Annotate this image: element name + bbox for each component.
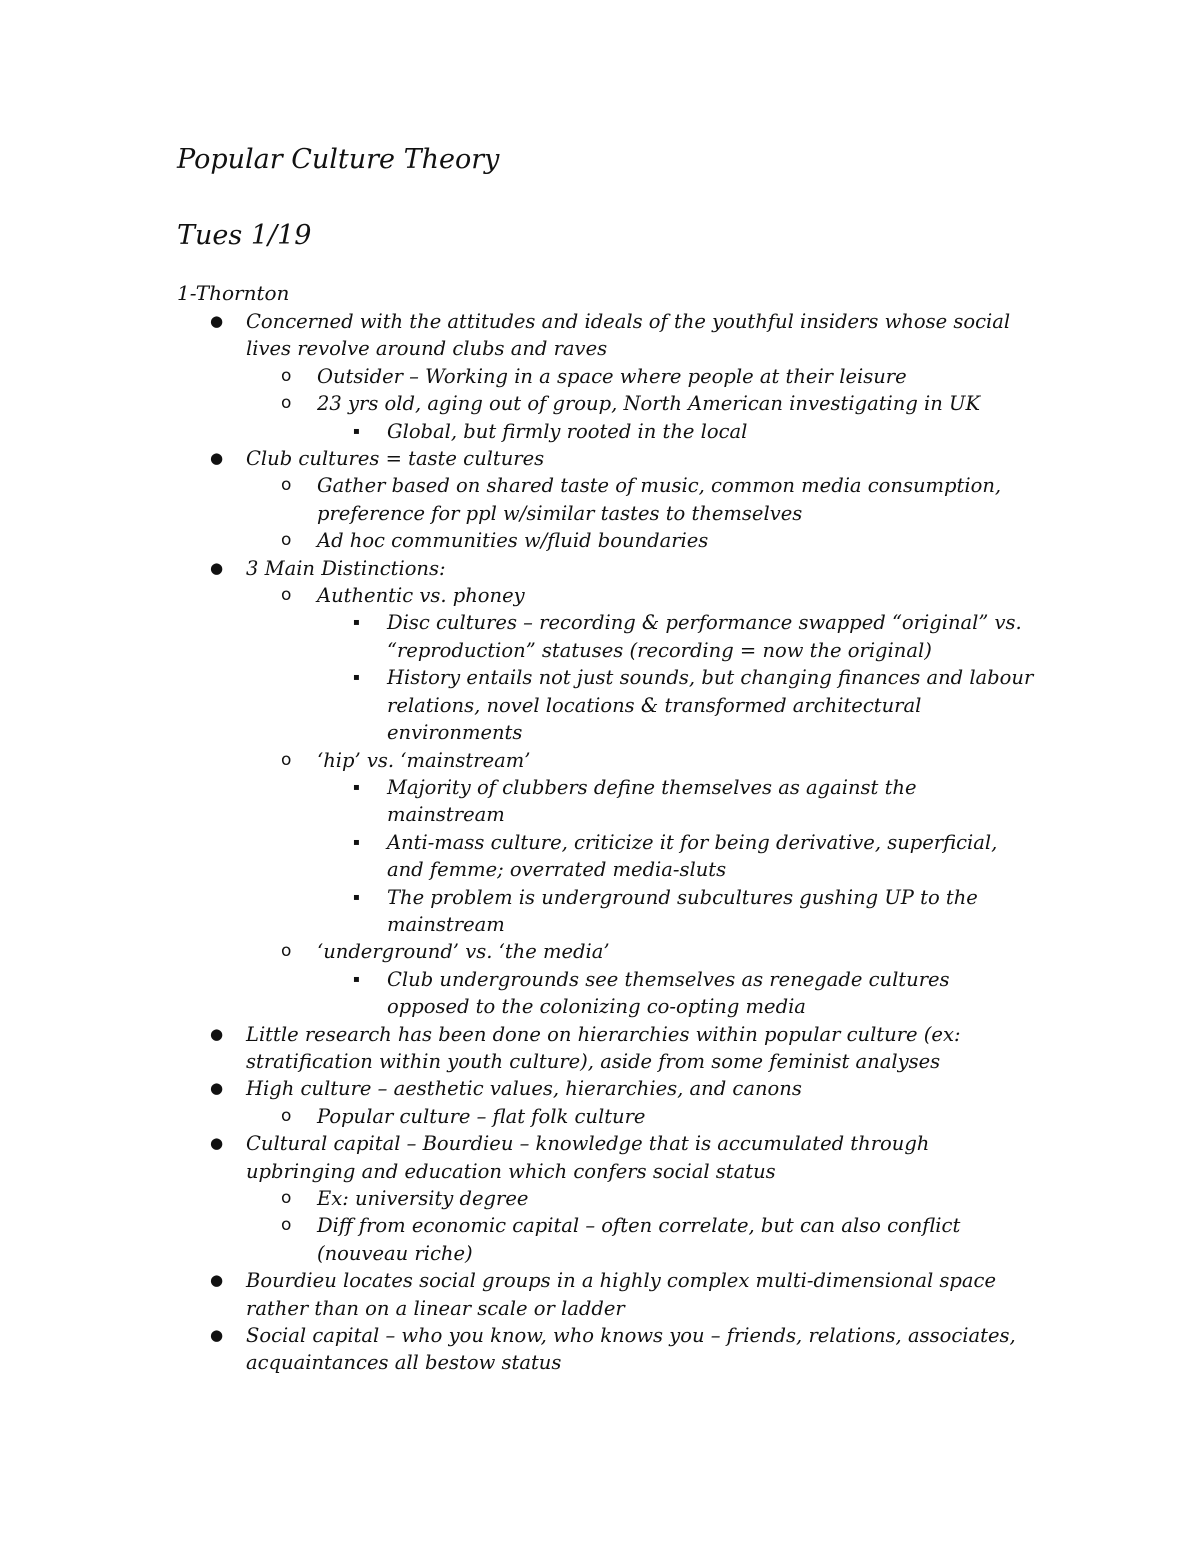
list-item-text: Disc cultures – recording & performance swapped “original” vs. “reproduction” statuses (recording = now the original) [387, 611, 1022, 662]
list-item [281, 747, 1037, 774]
circle-bullet-icon: o [281, 1188, 292, 1208]
list-item-text: Bourdieu locates social groups in a highly complex multi-dimensional space rather than on a linear scale or ladder [246, 1269, 996, 1320]
circle-bullet-icon: o [281, 1105, 292, 1126]
circle-bullet-icon: o [281, 1215, 292, 1236]
circle-bullet-icon: o [281, 585, 292, 606]
list-item-text: Concerned with the attitudes and ideals of the youthful insiders whose social lives revolve around clubs and raves [246, 310, 1011, 361]
list-item-text: Ad hoc communities w/fluid boundaries [317, 529, 709, 553]
list-item-text: Diff from economic capital – often correlate, but can also conflict (nouveau riche) [317, 1214, 961, 1265]
list-item [281, 582, 1037, 609]
list-item [353, 966, 1037, 1021]
list-item [210, 1267, 1036, 1322]
list-item-text: High culture – aesthetic values, hierarchies, and canons [246, 1077, 802, 1101]
list-item-text: History entails not just sounds, but changing finances and labour relations, novel locations & transformed architectural environments [387, 666, 1034, 745]
list-item-text: ‘underground’ vs. ‘the media’ [317, 940, 610, 964]
square-bullet-icon: ▪ [353, 836, 360, 848]
list-item-text: Anti-mass culture, criticize it for being derivative, superficial, and femme; overrated media-sluts [387, 830, 998, 882]
list-item [353, 884, 1037, 939]
list-item-text: Gather based on shared taste of music, common media consumption, preference for ppl w/similar tastes to themselves [317, 474, 1002, 525]
list-item-text: Club undergrounds see themselves as renegade cultures opposed to the colonizing co-opting media [387, 967, 950, 1019]
list-item-text: ‘hip’ vs. ‘mainstream’ [317, 748, 531, 772]
list-item [353, 829, 1037, 884]
list-item-text: Cultural capital – Bourdieu – knowledge that is accumulated through upbringing and education which confers social status [246, 1132, 930, 1183]
list-item [210, 1322, 1036, 1377]
list-item-text: Global, but firmly rooted in the local [387, 419, 748, 443]
list-item-text: The problem is underground subcultures gushing UP to the mainstream [387, 885, 978, 936]
circle-bullet-icon: o [281, 475, 292, 496]
disc-bullet-icon: ● [210, 1326, 224, 1345]
notes-list [0, 308, 1200, 1377]
list-item-text: Popular culture – flat folk culture [317, 1104, 646, 1128]
list-item [281, 938, 1037, 965]
disc-bullet-icon: ● [210, 558, 224, 577]
date-heading: Tues 1/19 [177, 220, 312, 251]
square-bullet-icon: ▪ [353, 781, 360, 793]
list-item [281, 390, 1037, 417]
list-item [281, 472, 1037, 527]
list-item-text: Ex: university degree [317, 1187, 529, 1210]
list-item-text: Outsider – Working in a space where people at their leisure [317, 364, 907, 388]
list-item [281, 1212, 1037, 1267]
square-bullet-icon: ▪ [353, 973, 360, 985]
list-item-text: Club cultures = taste cultures [246, 447, 545, 471]
disc-bullet-icon: ● [210, 449, 224, 468]
square-bullet-icon: ▪ [353, 425, 360, 437]
disc-bullet-icon: ● [210, 1271, 224, 1290]
list-item-text: Authentic vs. phoney [317, 584, 525, 608]
list-item-text: Majority of clubbers define themselves as against the mainstream [387, 775, 917, 827]
list-item [210, 555, 1036, 582]
list-item [353, 609, 1037, 664]
disc-bullet-icon: ● [210, 312, 224, 330]
list-item-text: Social capital – who you know, who knows you – friends, relations, associates, acquaintances all bestow status [246, 1324, 1016, 1375]
circle-bullet-icon: o [281, 749, 292, 770]
disc-bullet-icon: ● [210, 1079, 224, 1098]
list-item [281, 1185, 1037, 1212]
circle-bullet-icon: o [281, 365, 292, 386]
list-item [353, 418, 1037, 445]
list-item [281, 527, 1037, 554]
list-item [210, 1021, 1036, 1076]
disc-bullet-icon: ● [210, 1024, 224, 1043]
square-bullet-icon: ▪ [353, 672, 360, 684]
list-item-text: Little research has been done on hierarchies within popular culture (ex: stratification within youth culture), aside from some feminist analyses [246, 1022, 961, 1073]
list-item [210, 308, 1036, 363]
list-item [353, 774, 1037, 829]
circle-bullet-icon: o [281, 530, 292, 551]
circle-bullet-icon: o [281, 941, 292, 962]
page-title: Popular Culture Theory [177, 144, 500, 175]
square-bullet-icon: ▪ [353, 891, 360, 903]
list-item [210, 1130, 1036, 1185]
list-item [210, 1075, 1036, 1102]
list-item [353, 664, 1037, 746]
list-item-text: 3 Main Distinctions: [246, 556, 446, 580]
circle-bullet-icon: o [281, 393, 292, 414]
disc-bullet-icon: ● [210, 1134, 224, 1153]
list-item [210, 445, 1036, 472]
square-bullet-icon: ▪ [353, 617, 360, 629]
list-item [281, 363, 1037, 390]
list-item-text: 23 yrs old, aging out of group, North American investigating in UK [317, 392, 981, 416]
section-heading: 1-Thornton [177, 281, 290, 305]
list-item [281, 1103, 1037, 1130]
